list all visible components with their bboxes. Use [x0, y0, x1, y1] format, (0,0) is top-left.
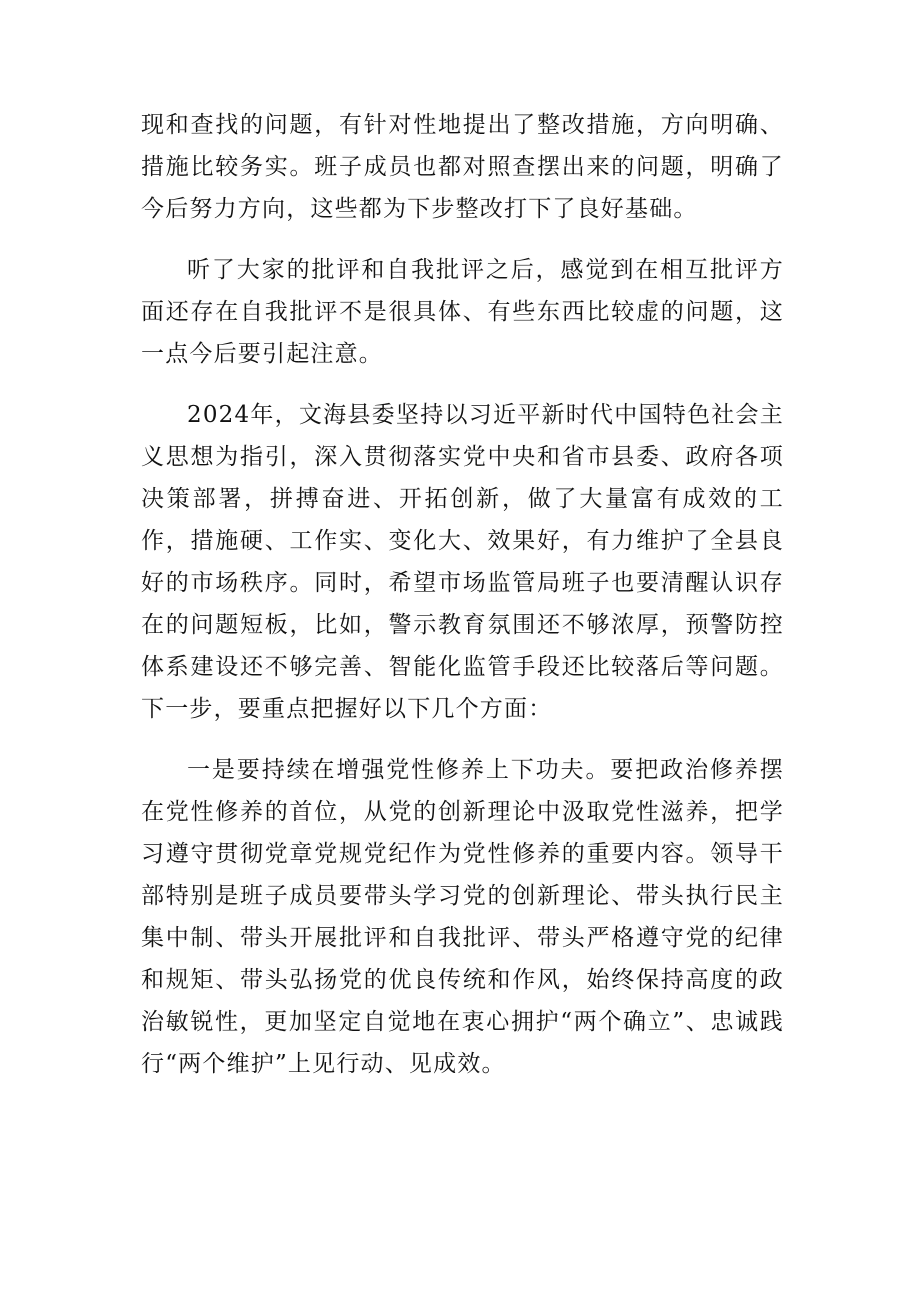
paragraph-1: 现和查找的问题，有针对性地提出了整改措施，方向明确、措施比较务实。班子成员也都对照查摆出来的问题，明确了今后努力方向，这些都为下步整改打下了良好基础。: [141, 112, 784, 222]
paragraph-3: 2024年，文海县委坚持以习近平新时代中国特色社会主义思想为指引，深入贯彻落实党中央和省市县委、政府各项决策部署，拼搏奋进、开拓创新，做了大量富有成效的工作，措施硬、工作实、变化大、效果好，有力维护了全县良好的市场秩序。同时，希望市场监管局班子也要清醒认识存在的问题短板，比如，警示教育氛围还不够浓厚，预警防控体系建设还不够完善、智能化监管手段还比较落后等问题。下一步，要重点把握好以下几个方面：: [141, 402, 784, 722]
paragraph-4: 一是要持续在增强党性修养上下功夫。要把政治修养摆在党性修养的首位，从党的创新理论中汲取党性滋养，把学习遵守贯彻党章党规党纪作为党性修养的重要内容。领导干部特别是班子成员要带头学习党的创新理论、带头执行民主集中制、带头开展批评和自我批评、带头严格遵守党的纪律和规矩、带头弘扬党的优良传统和作风，始终保持高度的政治敏锐性，更加坚定自觉地在衷心拥护“两个确立”、忠诚践行“两个维护”上见行动、见成效。: [141, 757, 784, 1077]
paragraph-2: 听了大家的批评和自我批评之后，感觉到在相互批评方面还存在自我批评不是很具体、有些东西比较虚的问题，这一点今后要引起注意。: [141, 257, 784, 367]
